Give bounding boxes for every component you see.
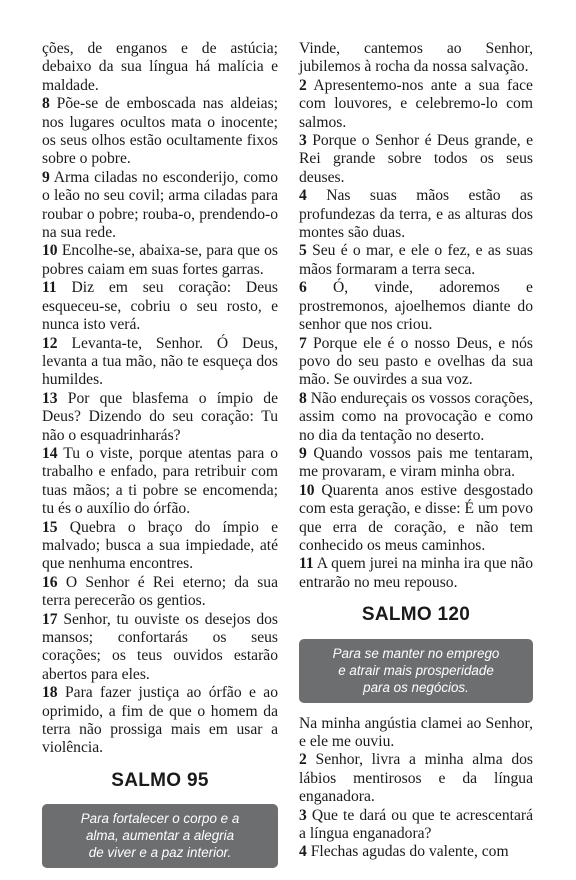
verse-text: Quarenta anos estive desgostado com esta geração, e disse: É um povo que erra de coração, e não tem conhecido os meus caminhos. xyxy=(299,481,533,554)
verse-text: Levanta-te, Senhor. Ó Deus, levanta a tua mão, não te esqueça dos humildes. xyxy=(42,334,278,389)
verse-paragraph xyxy=(42,684,278,758)
purpose-line: e atrair mais prosperidade xyxy=(338,662,494,678)
psalm-95-purpose-box xyxy=(42,804,278,868)
verse-number: 8 xyxy=(42,95,50,113)
purpose-line: de viver e a paz interior. xyxy=(88,845,232,861)
verse-text: Nas suas mãos estão as profundezas da terra, e as alturas dos montes são duas. xyxy=(299,187,533,242)
verse-number: 2 xyxy=(299,751,307,769)
psalm-10-verses xyxy=(42,40,278,758)
verse-number: 13 xyxy=(42,389,58,407)
verse-text: A quem jurei na minha ira que não entrarão no meu repouso. xyxy=(299,555,533,591)
verse-text: Seu é o mar, e ele o fez, e as suas mãos formaram a terra seca. xyxy=(299,242,533,278)
verse-number: 16 xyxy=(42,573,58,591)
verse-text: Quebra o braço do ímpio e malvado; busca a sua impiedade, até que nenhuma encontres. xyxy=(42,518,278,573)
verse-number: 7 xyxy=(299,334,307,352)
verse-paragraph xyxy=(299,390,533,445)
verse-paragraph xyxy=(42,611,278,685)
verse-paragraph xyxy=(299,715,533,752)
verse-paragraph xyxy=(299,751,533,806)
verse-text: Vinde, cantemos ao Senhor, jubilemos à rocha da nossa salvação. xyxy=(299,40,533,76)
verse-paragraph xyxy=(42,445,278,519)
verse-paragraph xyxy=(42,335,278,390)
purpose-line: alma, aumentar a alegria xyxy=(85,828,235,844)
verse-text: Flechas agudas do valente, com xyxy=(310,843,509,861)
verse-number: 4 xyxy=(299,187,307,205)
verse-number: 10 xyxy=(299,481,315,499)
verse-text: Arma ciladas no esconderijo, como o leão no seu covil; arma ciladas para roubar o pobre; rouba-o, prendendo-o na sua rede. xyxy=(42,168,278,242)
verse-number: 14 xyxy=(42,444,58,462)
verse-text: Quando vossos pais me tentaram, me provaram, e viram minha obra. xyxy=(299,444,533,481)
verse-text: Que te dará ou que te acrescentará a língua enganadora? xyxy=(299,806,533,843)
verse-number: 5 xyxy=(299,242,307,260)
verse-number: 15 xyxy=(42,518,58,536)
verse-paragraph xyxy=(42,169,278,243)
verse-number: 8 xyxy=(299,389,307,407)
verse-text: Senhor, tu ouviste os desejos dos mansos; confortarás os seus corações; os teus ouvidos estarão abertos para eles. xyxy=(42,610,278,683)
verse-text: Porque o Senhor é Deus grande, e Rei grande sobre todos os seus deuses. xyxy=(299,132,533,186)
verse-text: Diz em seu coração: Deus esqueceu-se, cobriu o seu rosto, e nunca isto verá. xyxy=(42,279,278,334)
purpose-line: Para fortalecer o corpo e a xyxy=(80,811,240,827)
psalm-120-purpose-box xyxy=(299,639,533,703)
verse-text: Para fazer justiça ao órfão e ao oprimido, a fim de que o homem da terra não prossiga mais em usar a violência. xyxy=(42,684,278,757)
left-column xyxy=(42,40,278,880)
right-column xyxy=(299,40,533,862)
psalm-120-verses xyxy=(299,715,533,862)
verse-text: Não endureçais os vossos corações, assim como na provocação e como no dia da tentação no deserto. xyxy=(299,389,533,444)
verse-text: Põe-se de emboscada nas aldeias; nos lugares ocultos mata o inocente; os seus olhos estão ocultamente fixos sobre o pobre. xyxy=(42,95,278,168)
verse-paragraph xyxy=(42,390,278,445)
purpose-line: Para se manter no emprego xyxy=(332,645,500,661)
verse-text: O Senhor é Rei eterno; da sua terra perecerão os gentios. xyxy=(42,573,278,610)
verse-paragraph xyxy=(299,279,533,334)
verse-paragraph xyxy=(299,807,533,844)
verse-paragraph xyxy=(42,242,278,279)
verse-paragraph xyxy=(299,555,533,592)
verse-number: 17 xyxy=(42,610,58,628)
verse-paragraph xyxy=(299,843,533,861)
verse-text: Tu o viste, porque atentas para o trabalho e enfado, para retribuir com tuas mãos; a ti pobre se encomenda; tu és o auxílio do órfão. xyxy=(42,444,278,518)
verse-paragraph xyxy=(42,279,278,334)
verse-number: 9 xyxy=(299,444,307,462)
verse-text: Na minha angústia clamei ao Senhor, e ele me ouviu. xyxy=(299,714,533,750)
verse-number: 18 xyxy=(42,684,58,702)
verse-text: Porque ele é o nosso Deus, e nós povo do seu pasto e ovelhas da sua mão. Se ouvirdes a sua voz. xyxy=(299,334,533,389)
psalm-95-title: SALMO 95 xyxy=(111,769,209,791)
verse-text: Encolhe-se, abaixa-se, para que os pobres caiam em suas fortes garras. xyxy=(42,242,278,278)
verse-text: ções, de enganos e de astúcia; debaixo da sua língua há malícia e maldade. xyxy=(42,40,278,94)
verse-paragraph xyxy=(299,132,533,187)
verse-number: 9 xyxy=(42,168,50,186)
verse-number: 3 xyxy=(299,806,307,824)
verse-paragraph xyxy=(299,335,533,390)
verse-number: 6 xyxy=(299,279,307,297)
verse-number: 3 xyxy=(299,132,307,150)
verse-paragraph xyxy=(299,187,533,242)
verse-number: 11 xyxy=(42,279,57,297)
psalm-95-verses xyxy=(299,40,533,592)
verse-number: 4 xyxy=(299,843,307,861)
verse-number: 12 xyxy=(42,334,58,352)
verse-paragraph xyxy=(42,40,278,95)
verse-paragraph xyxy=(299,40,533,77)
verse-number: 10 xyxy=(42,242,58,260)
verse-paragraph xyxy=(299,445,533,482)
verse-paragraph xyxy=(42,95,278,169)
purpose-line: para os negócios. xyxy=(363,679,469,695)
verse-paragraph xyxy=(42,574,278,611)
verse-paragraph xyxy=(299,482,533,556)
verse-text: Apresentemo-nos ante a sua face com louvores, e celebremo-lo com salmos. xyxy=(299,76,533,131)
verse-number: 11 xyxy=(299,555,314,573)
verse-paragraph xyxy=(42,519,278,574)
verse-text: Senhor, livra a minha alma dos lábios mentirosos e da língua enganadora. xyxy=(299,751,533,806)
verse-number: 2 xyxy=(299,76,307,94)
verse-paragraph xyxy=(299,77,533,132)
verse-text: Por que blasfema o ímpio de Deus? Dizendo do seu coração: Tu não o esquadrinharás? xyxy=(42,389,278,444)
psalm-120-title: SALMO 120 xyxy=(361,604,471,626)
verse-paragraph xyxy=(299,242,533,279)
verse-text: Ó, vinde, adoremos e prostremonos, ajoelhemos diante do senhor que nos criou. xyxy=(299,279,533,334)
